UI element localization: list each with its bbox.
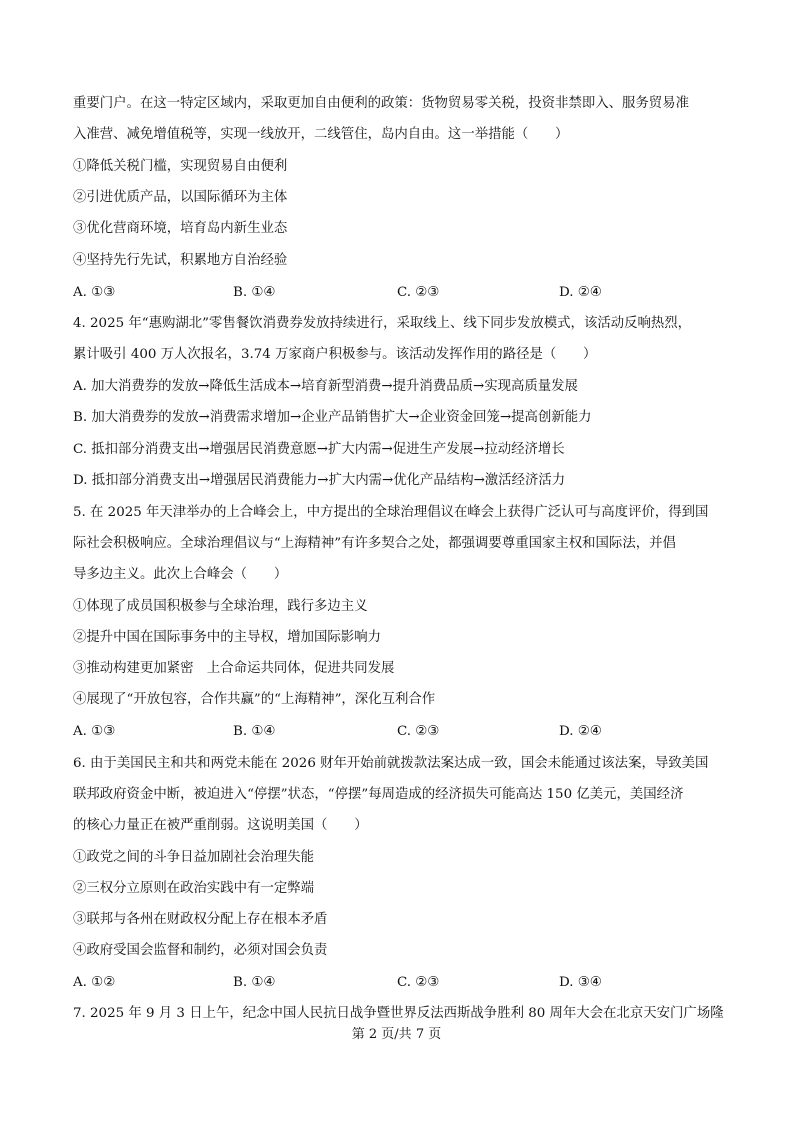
q5-item-4: ④展现了“开放包容，合作共赢”的“上海精神”，深化互利合作: [73, 692, 436, 707]
q3-option-d: D. ②④: [559, 285, 602, 300]
q5-item-1: ①体现了成员国积极参与全球治理，践行多边主义: [73, 599, 368, 614]
q6-stem-line-3: 的核心力量正在被严重削弱。这说明美国（ ）: [73, 818, 368, 833]
q6-stem-line-2: 联邦政府资金中断，被迫进入“停摆”状态，“停摆”每周造成的经济损失可能高达 150 亿美元，美国经济: [73, 787, 684, 802]
q3-item-3: ③优化营商环境，培育岛内新生业态: [73, 221, 288, 236]
q3-option-b: B. ①④: [233, 285, 276, 300]
q3-stem-line-1: 重要门户。在这一特定区域内，采取更加自由便利的政策：货物贸易零关税，投资非禁即入、服务贸易准: [73, 96, 689, 111]
q5-item-2: ②提升中国在国际事务中的主导权，增加国际影响力: [73, 630, 381, 645]
q7-stem-line-1: 7. 2025 年 9 月 3 日上午，纪念中国人民抗日战争暨世界反法西斯战争胜利 80 周年大会在北京天安门广场隆: [73, 1006, 724, 1021]
q3-item-1: ①降低关税门槛，实现贸易自由便利: [73, 159, 288, 174]
q5-option-c: C. ②③: [397, 724, 440, 739]
q3-option-c: C. ②③: [397, 285, 440, 300]
q5-stem-line-2: 际社会积极响应。全球治理倡议与“上海精神”有许多契合之处，都强调要尊重国家主权和国际法，并倡: [73, 536, 676, 551]
q5-option-a: A. ①③: [73, 724, 116, 739]
q5-stem-line-3: 导多边主义。此次上合峰会（ ）: [73, 567, 288, 582]
q6-item-1: ①政党之间的斗争日益加剧社会治理失能: [73, 850, 315, 865]
q3-option-a: A. ①③: [73, 285, 116, 300]
q3-item-2: ②引进优质产品，以国际循环为主体: [73, 190, 288, 205]
q6-item-3: ③联邦与各州在财政权分配上存在根本矛盾: [73, 912, 328, 927]
q5-stem-line-1: 5. 在 2025 年天津举办的上合峰会上，中方提出的全球治理倡议在峰会上获得广泛认可与高度评价，得到国: [73, 505, 709, 520]
q6-option-c: C. ②③: [397, 975, 440, 990]
q6-option-b: B. ①④: [233, 975, 276, 990]
q5-option-b: B. ①④: [233, 724, 276, 739]
q6-option-d: D. ③④: [559, 975, 602, 990]
page-footer: 第 2 页/共 7 页: [351, 1027, 442, 1042]
q3-stem-line-2: 入准营、减免增值税等，实现一线放开，二线管住，岛内自由。这一举措能（ ）: [73, 127, 569, 142]
q5-option-d: D. ②④: [559, 724, 602, 739]
q3-item-4: ④坚持先行先试，积累地方自治经验: [73, 253, 288, 268]
q4-choice-a: A. 加大消费券的发放→降低生活成本→培育新型消费→提升消费品质→实现高质量发展: [73, 379, 578, 394]
q4-stem-line-1: 4. 2025 年“惠购湖北”零售餐饮消费券发放持续进行，采取线上、线下同步发放模式，该活动反响热烈，: [73, 316, 692, 331]
q6-option-a: A. ①②: [73, 975, 116, 990]
q4-choice-d: D. 抵扣部分消费支出→增强居民消费能力→扩大内需→优化产品结构→激活经济活力: [73, 473, 566, 488]
q4-choice-b: B. 加大消费券的发放→消费需求增加→企业产品销售扩大→企业资金回笼→提高创新能力: [73, 410, 592, 425]
q4-stem-line-2: 累计吸引 400 万人次报名，3.74 万家商户积极参与。该活动发挥作用的路径是（ ）: [73, 347, 597, 362]
q5-item-3: ③推动构建更加紧密 上合命运共同体，促进共同发展: [73, 661, 395, 676]
q4-choice-c: C. 抵扣部分消费支出→增强居民消费意愿→扩大内需→促进生产发展→拉动经济增长: [73, 442, 565, 457]
q6-item-4: ④政府受国会监督和制约，必须对国会负责: [73, 943, 328, 958]
q6-item-2: ②三权分立原则在政治实践中有一定弊端: [73, 881, 315, 896]
q6-stem-line-1: 6. 由于美国民主和共和两党未能在 2026 财年开始前就拨款法案达成一致，国会未能通过该法案，导致美国: [73, 756, 709, 771]
